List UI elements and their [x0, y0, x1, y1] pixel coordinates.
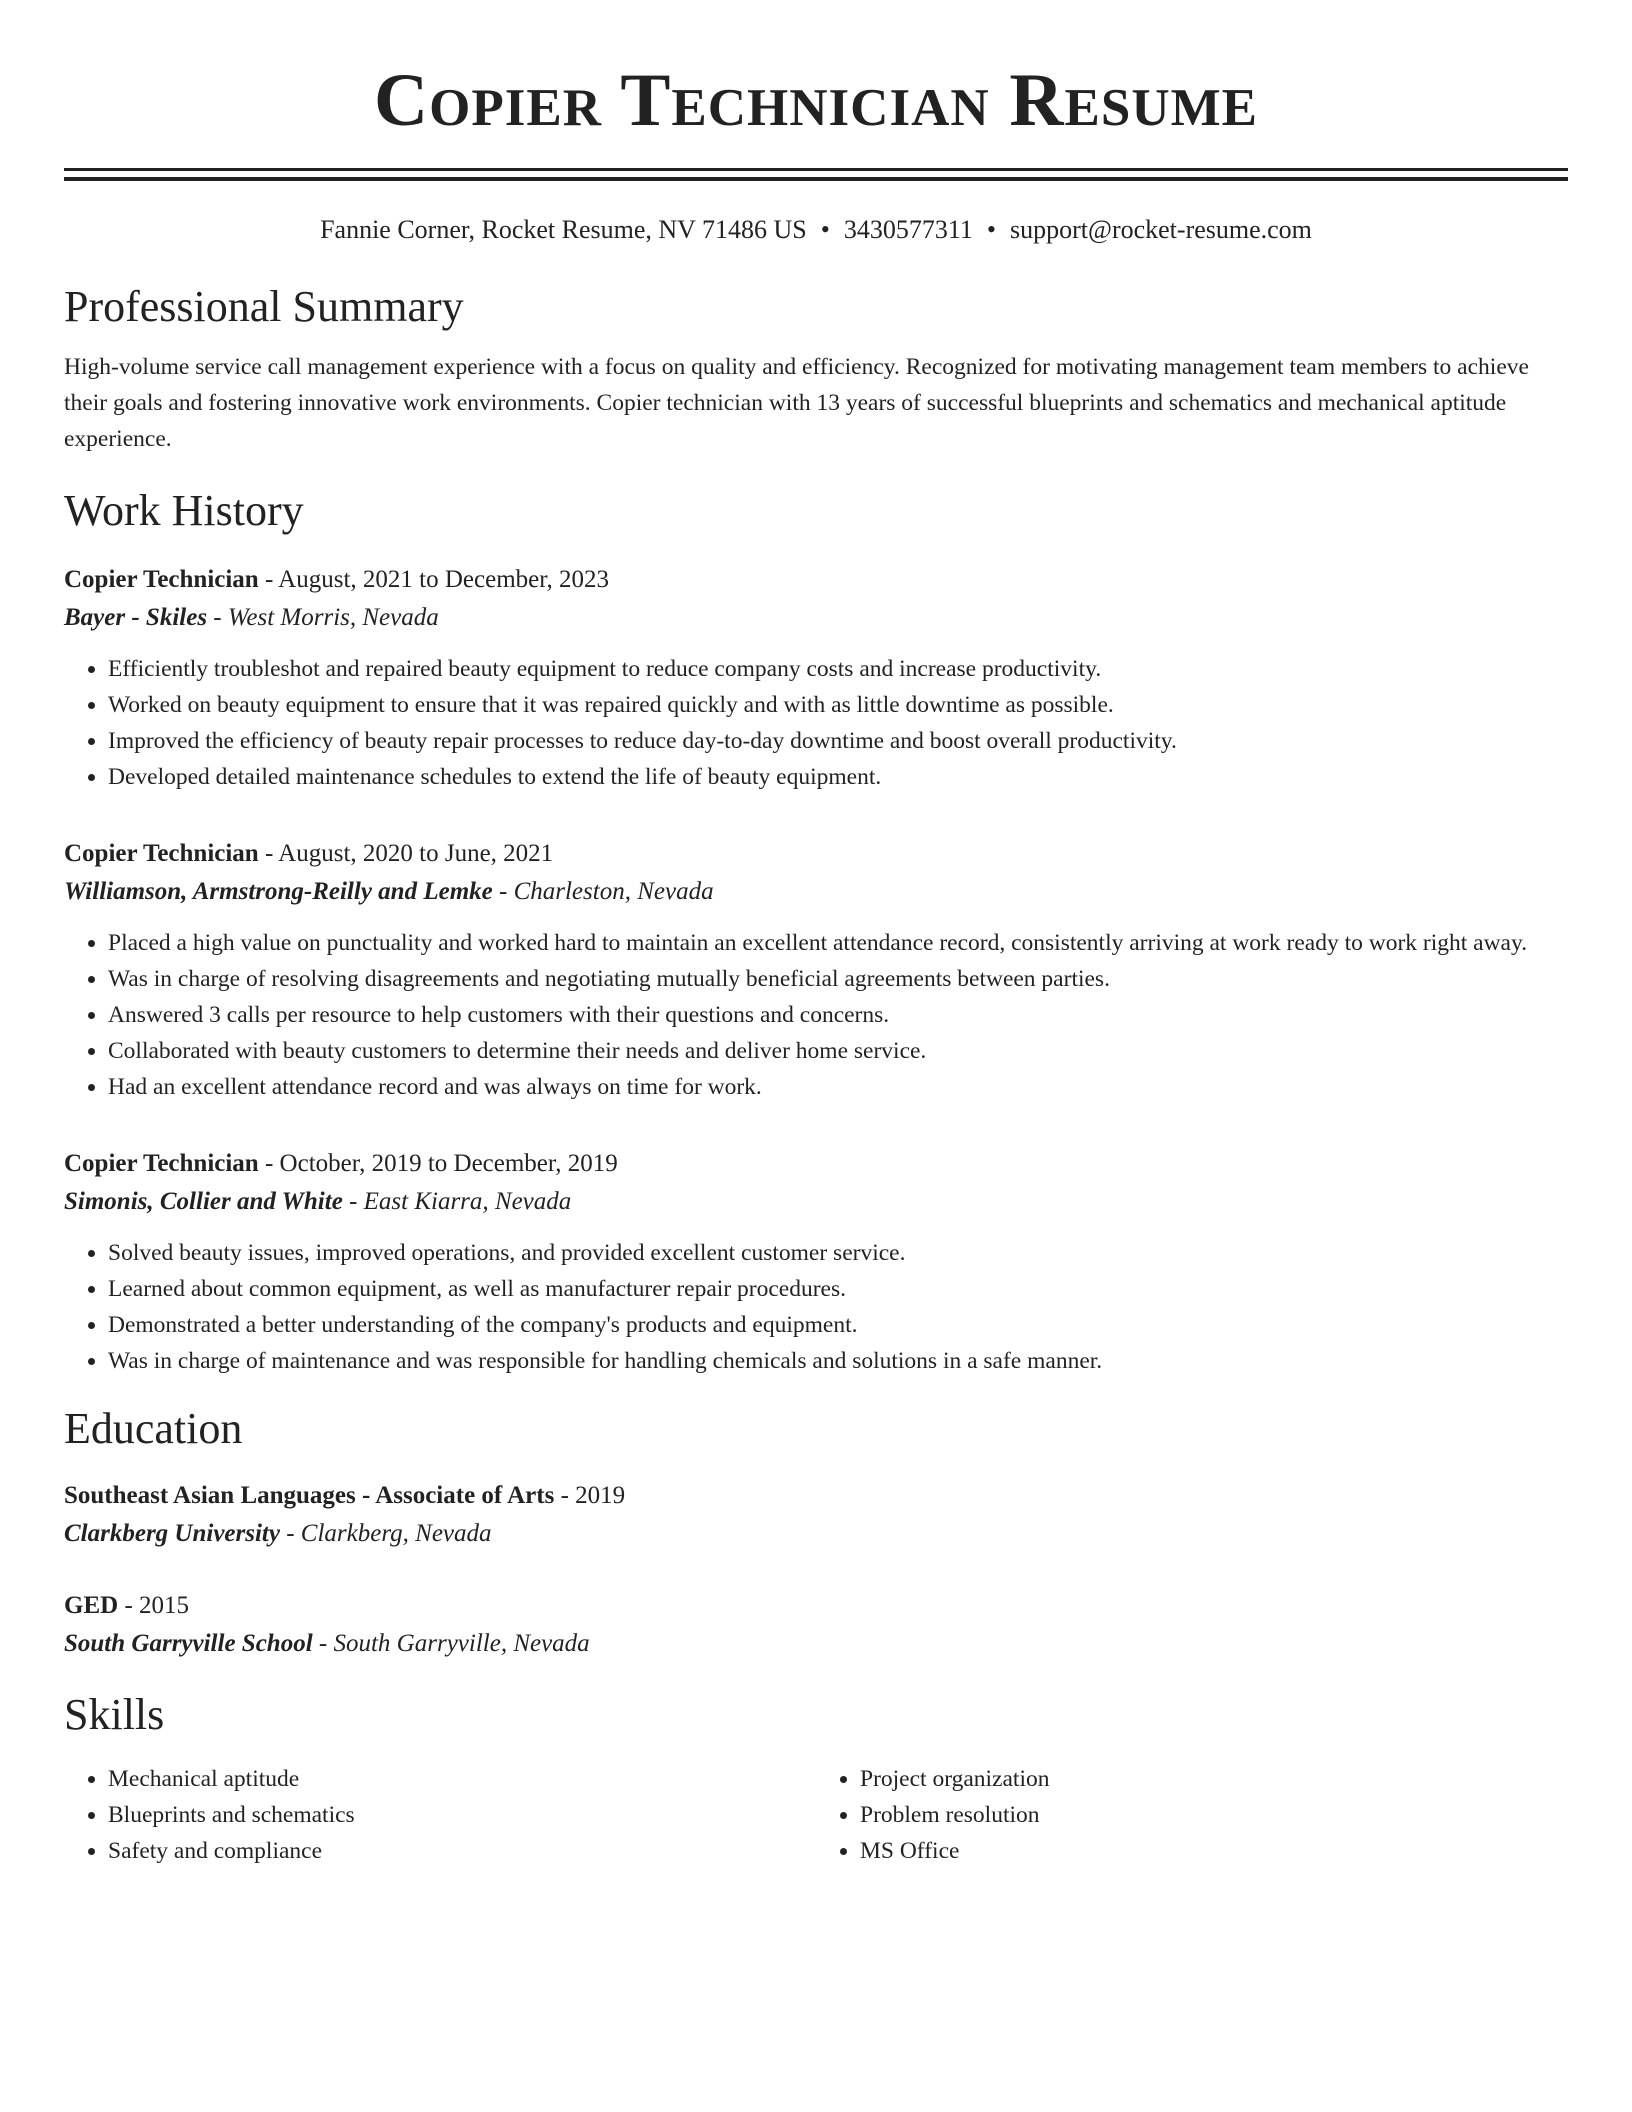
education-entry: [64, 1587, 1568, 1663]
skills-column-right: [816, 1761, 1568, 1869]
list-item: • Learned about common equipment, as well as manufacturer repair procedures.: [108, 1271, 1568, 1307]
skill-item: • Project organization: [860, 1761, 1568, 1797]
skill-item: • Blueprints and schematics: [108, 1797, 816, 1833]
job-entry: [64, 1145, 1568, 1379]
education-location: South Garryville, Nevada: [333, 1630, 590, 1657]
job-entry: [64, 835, 1568, 1105]
list-item: • Answered 3 calls per resource to help customers with their questions and concerns.: [108, 997, 1568, 1033]
page-title: Copier Technician Resume: [373, 59, 1259, 142]
skill-item: • Problem resolution: [860, 1797, 1568, 1833]
list-item: • Solved beauty issues, improved operations, and provided excellent customer service.: [108, 1235, 1568, 1271]
job-bullets: [64, 925, 1568, 1105]
education-year: 2019: [575, 1482, 626, 1509]
job-dates: August, 2021 to December, 2023: [278, 566, 610, 593]
job-location: Charleston, Nevada: [513, 878, 714, 905]
list-item: • Demonstrated a better understanding of the company's products and equipment.: [108, 1307, 1568, 1343]
job-title: Copier Technician: [64, 566, 259, 593]
title-divider-top: [64, 168, 1568, 171]
skill-item: • MS Office: [860, 1833, 1568, 1869]
job-location: West Morris, Nevada: [227, 604, 439, 631]
contact-address: Fannie Corner, Rocket Resume, NV 71486 US: [320, 215, 807, 244]
list-item: • Placed a high value on punctuality and worked hard to maintain an excellent attendance record, consistently arriving at work ready to work right away.: [108, 925, 1568, 961]
list-item: • Collaborated with beauty customers to determine their needs and deliver home service.: [108, 1033, 1568, 1069]
skills-column-left: [64, 1761, 816, 1869]
skills-list: [816, 1761, 1568, 1869]
education-degree-line: GED - 2015: [64, 1592, 190, 1619]
job-company-line: Williamson, Armstrong-Reilly and Lemke - Charleston, Nevada: [64, 878, 714, 905]
list-item: • Improved the efficiency of beauty repair processes to reduce day-to-day downtime and boost overall productivity.: [108, 723, 1568, 759]
list-item: • Was in charge of resolving disagreements and negotiating mutually beneficial agreements between parties.: [108, 961, 1568, 997]
list-item: • Developed detailed maintenance schedules to extend the life of beauty equipment.: [108, 759, 1568, 795]
job-title-line: Copier Technician - August, 2021 to December, 2023: [64, 566, 610, 593]
education-entry: [64, 1477, 1568, 1553]
section-heading-summary: Professional Summary: [64, 282, 464, 331]
education-school-line: South Garryville School - South Garryville, Nevada: [64, 1630, 590, 1657]
skill-item: • Mechanical aptitude: [108, 1761, 816, 1797]
summary-text: High-volume service call management experience with a focus on quality and efficiency. Recognized for motivating management team members to achieve their goals and fostering innovative work environments. Copier technician with 13 years of successful blueprints and schematics and mechanical aptitude experience.: [64, 354, 1529, 452]
skills-list: [64, 1761, 816, 1869]
job-company-line: Simonis, Collier and White - East Kiarra, Nevada: [64, 1188, 572, 1215]
job-company: Bayer - Skiles: [64, 604, 208, 631]
education-year: 2015: [139, 1592, 190, 1619]
list-item: • Worked on beauty equipment to ensure that it was repaired quickly and with as little downtime as possible.: [108, 687, 1568, 723]
job-location: East Kiarra, Nevada: [363, 1188, 572, 1215]
job-dates: August, 2020 to June, 2021: [278, 840, 554, 867]
education-degree: Southeast Asian Languages - Associate of Arts: [64, 1482, 555, 1509]
education-degree: GED: [64, 1592, 119, 1619]
education-school-line: Clarkberg University - Clarkberg, Nevada: [64, 1520, 492, 1547]
list-item: • Efficiently troubleshot and repaired beauty equipment to reduce company costs and increase productivity.: [108, 651, 1568, 687]
education-school: Clarkberg University: [64, 1520, 280, 1547]
education-school: South Garryville School: [64, 1630, 313, 1657]
job-company-line: Bayer - Skiles - West Morris, Nevada: [64, 604, 439, 631]
job-title-line: Copier Technician - October, 2019 to December, 2019: [64, 1150, 618, 1177]
section-heading-education: Education: [64, 1404, 243, 1453]
list-item: • Was in charge of maintenance and was responsible for handling chemicals and solutions in a safe manner.: [108, 1343, 1568, 1379]
contact-separator: •: [986, 215, 996, 244]
job-title: Copier Technician: [64, 840, 259, 867]
education-location: Clarkberg, Nevada: [300, 1520, 492, 1547]
section-heading-work-history: Work History: [64, 486, 304, 535]
job-bullets: [64, 651, 1568, 795]
contact-email: support@rocket-resume.com: [1010, 215, 1312, 244]
list-item: • Had an excellent attendance record and was always on time for work.: [108, 1069, 1568, 1105]
job-bullets: [64, 1235, 1568, 1379]
education-degree-line: Southeast Asian Languages - Associate of Arts - 2019: [64, 1482, 626, 1509]
contact-separator: •: [820, 215, 830, 244]
title-divider-bottom: [64, 177, 1568, 181]
contact-line: [64, 213, 1568, 247]
section-heading-skills: Skills: [64, 1690, 165, 1739]
job-company: Simonis, Collier and White: [64, 1188, 343, 1215]
contact-phone: 3430577311: [843, 215, 973, 244]
job-entry: [64, 561, 1568, 795]
skills-grid: [64, 1761, 1568, 1869]
job-dates: October, 2019 to December, 2019: [279, 1150, 618, 1177]
job-title-line: Copier Technician - August, 2020 to June, 2021: [64, 840, 554, 867]
skill-item: • Safety and compliance: [108, 1833, 816, 1869]
job-company: Williamson, Armstrong-Reilly and Lemke: [64, 878, 493, 905]
job-title: Copier Technician: [64, 1150, 259, 1177]
